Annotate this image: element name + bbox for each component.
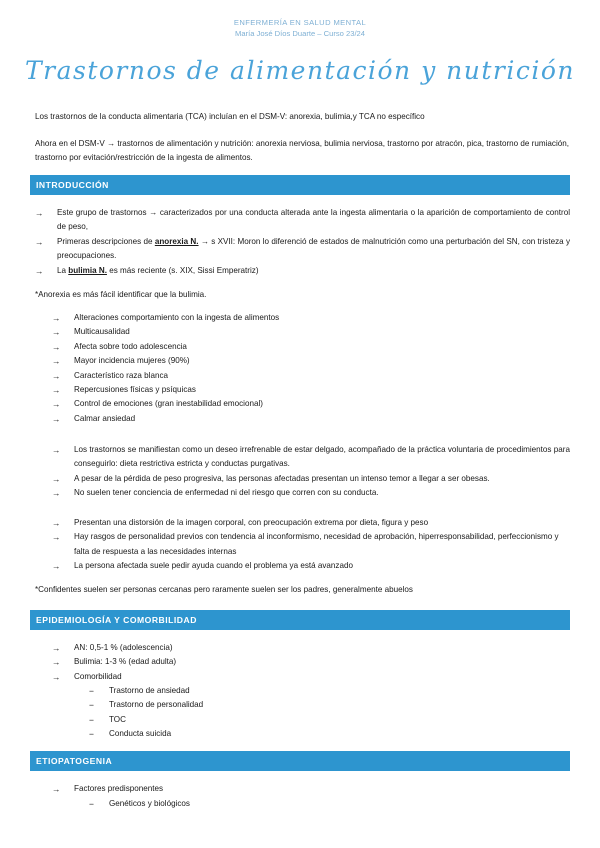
term-bulimia: bulimia N. [68,265,107,275]
arrow-icon: → [52,784,61,794]
dash-icon: − [89,799,94,809]
arrow-icon: → [52,473,61,484]
list-item: → Multicausalidad [52,325,570,339]
comorbidity-list [89,684,569,742]
list-item: → Característico raza blanca [52,369,570,383]
list-item: → Este grupo de trastornos → caracterizados por una conducta alterada ante la ingesta alimentaria o la aparición de comportamiento de control de peso, [35,206,570,235]
arrow-icon: → [52,399,61,410]
etiopathogenesis-list [52,782,570,796]
list-item: → Primeras descripciones de anorexia N. → s XVII: Moron lo diferenció de estados de malnutrición como una perturbación del SN, con tristeza y preocupaciones. [35,235,570,264]
list-item: → Los trastornos se manifiestan como un deseo irrefrenable de estar delgado, acompañado de la práctica voluntaria de procedimientos para conseguirlo: dieta restrictiva estricta y conductas purgativas. [52,443,570,472]
list-item: → No suelen tener conciencia de enfermedad ni del riesgo que corren con su conducta. [52,486,570,500]
list-item: → Factores predisponentes [52,782,570,796]
arrow-icon: → [52,413,61,424]
confidants-note: *Confidentes suelen ser personas cercanas pero raramente suelen ser los padres, generalmente abuelos [35,585,413,594]
arrow-icon: → [52,532,61,543]
distortion-list [52,516,570,574]
intro-paragraph-1: Los trastornos de la conducta alimentaria (TCA) incluían en el DSM-V: anorexia, bulimia,y TCA no específico [35,112,425,121]
arrow-icon: → [52,643,61,653]
term-anorexia: anorexia N. [154,236,199,246]
arrow-icon: → [52,445,61,455]
arrow-icon: → [52,488,61,499]
list-item: − Conducta suicida [89,727,569,741]
list-item: → Bulimia: 1-3 % (edad adulta) [52,655,570,669]
list-item: → Alteraciones comportamiento con la ingesta de alimentos [52,311,570,325]
list-item: → La bulimia N. es más reciente (s. XIX, Sissi Emperatriz) [35,264,570,278]
etiopathogenesis-sublist [89,797,569,811]
list-item: → Hay rasgos de personalidad previos con tendencia al inconformismo, necesidad de aprobación, hiperresponsabilidad, perfeccionismo y falta de respuesta a las necesidades internas [52,530,570,559]
arrow-icon: → [52,356,61,367]
anorexia-note: *Anorexia es más fácil identificar que la bulimia. [35,290,207,299]
list-item: → Afecta sobre todo adolescencia [52,340,570,354]
arrow-icon: → [52,313,61,323]
arrow-icon: → [52,341,61,352]
list-item: − Genéticos y biológicos [89,797,569,811]
intro-list [35,206,570,278]
list-item: → Mayor incidencia mujeres (90%) [52,354,570,368]
course-header: ENFERMERÍA EN SALUD MENTAL [233,18,367,27]
section-heading-introduccion: INTRODUCCIÓN [30,175,570,195]
manifestation-list [52,443,570,501]
arrow-icon: → [35,236,44,247]
list-item: → Repercusiones físicas y psíquicas [52,383,570,397]
list-item: → Control de emociones (gran inestabilidad emocional) [52,397,570,411]
dash-icon: − [89,686,94,696]
anorexia-features-list [52,311,570,426]
arrow-icon: → [52,370,61,381]
dash-icon: − [89,714,94,725]
list-item: → Comorbilidad [52,670,570,684]
arrow-icon: → [52,657,61,668]
list-item: − TOC [89,713,569,727]
section-heading-etiopatogenia: ETIOPATOGENIA [30,751,570,771]
list-item: → Presentan una distorsión de la imagen corporal, con preocupación extrema por dieta, figura y peso [52,516,570,530]
arrow-icon: → [35,265,44,276]
author-line: María José Díos Duarte – Curso 23/24 [235,29,365,38]
epidemiology-list [52,641,570,684]
dash-icon: − [89,729,94,740]
dash-icon: − [89,700,94,711]
list-item: → Calmar ansiedad [52,412,570,426]
arrow-icon: → [35,208,44,218]
arrow-icon: → [52,518,61,528]
list-item: → AN: 0,5-1 % (adolescencia) [52,641,570,655]
list-item: → A pesar de la pérdida de peso progresiva, las personas afectadas presentan un intenso temor a llegar a ser obesas. [52,472,570,486]
arrow-icon: → [52,385,61,396]
section-heading-epidemiologia: EPIDEMIOLOGÍA Y COMORBILIDAD [30,610,570,630]
list-item: − Trastorno de personalidad [89,698,569,712]
arrow-icon: → [52,561,61,572]
arrow-icon: → [52,671,61,682]
intro-paragraph-2: Ahora en el DSM-V → trastornos de alimentación y nutrición: anorexia nerviosa, bulimia nerviosa, trastorno por atracón, pica, trastorno de rumiación, trastorno por evitación/restricción de la ingesta de alimentos. [35,139,569,162]
arrow-icon: → [52,327,61,338]
page-title: Trastornos de alimentación y nutrición [24,56,576,85]
list-item: → La persona afectada suele pedir ayuda cuando el problema ya está avanzado [52,559,570,573]
list-item: − Trastorno de ansiedad [89,684,569,698]
